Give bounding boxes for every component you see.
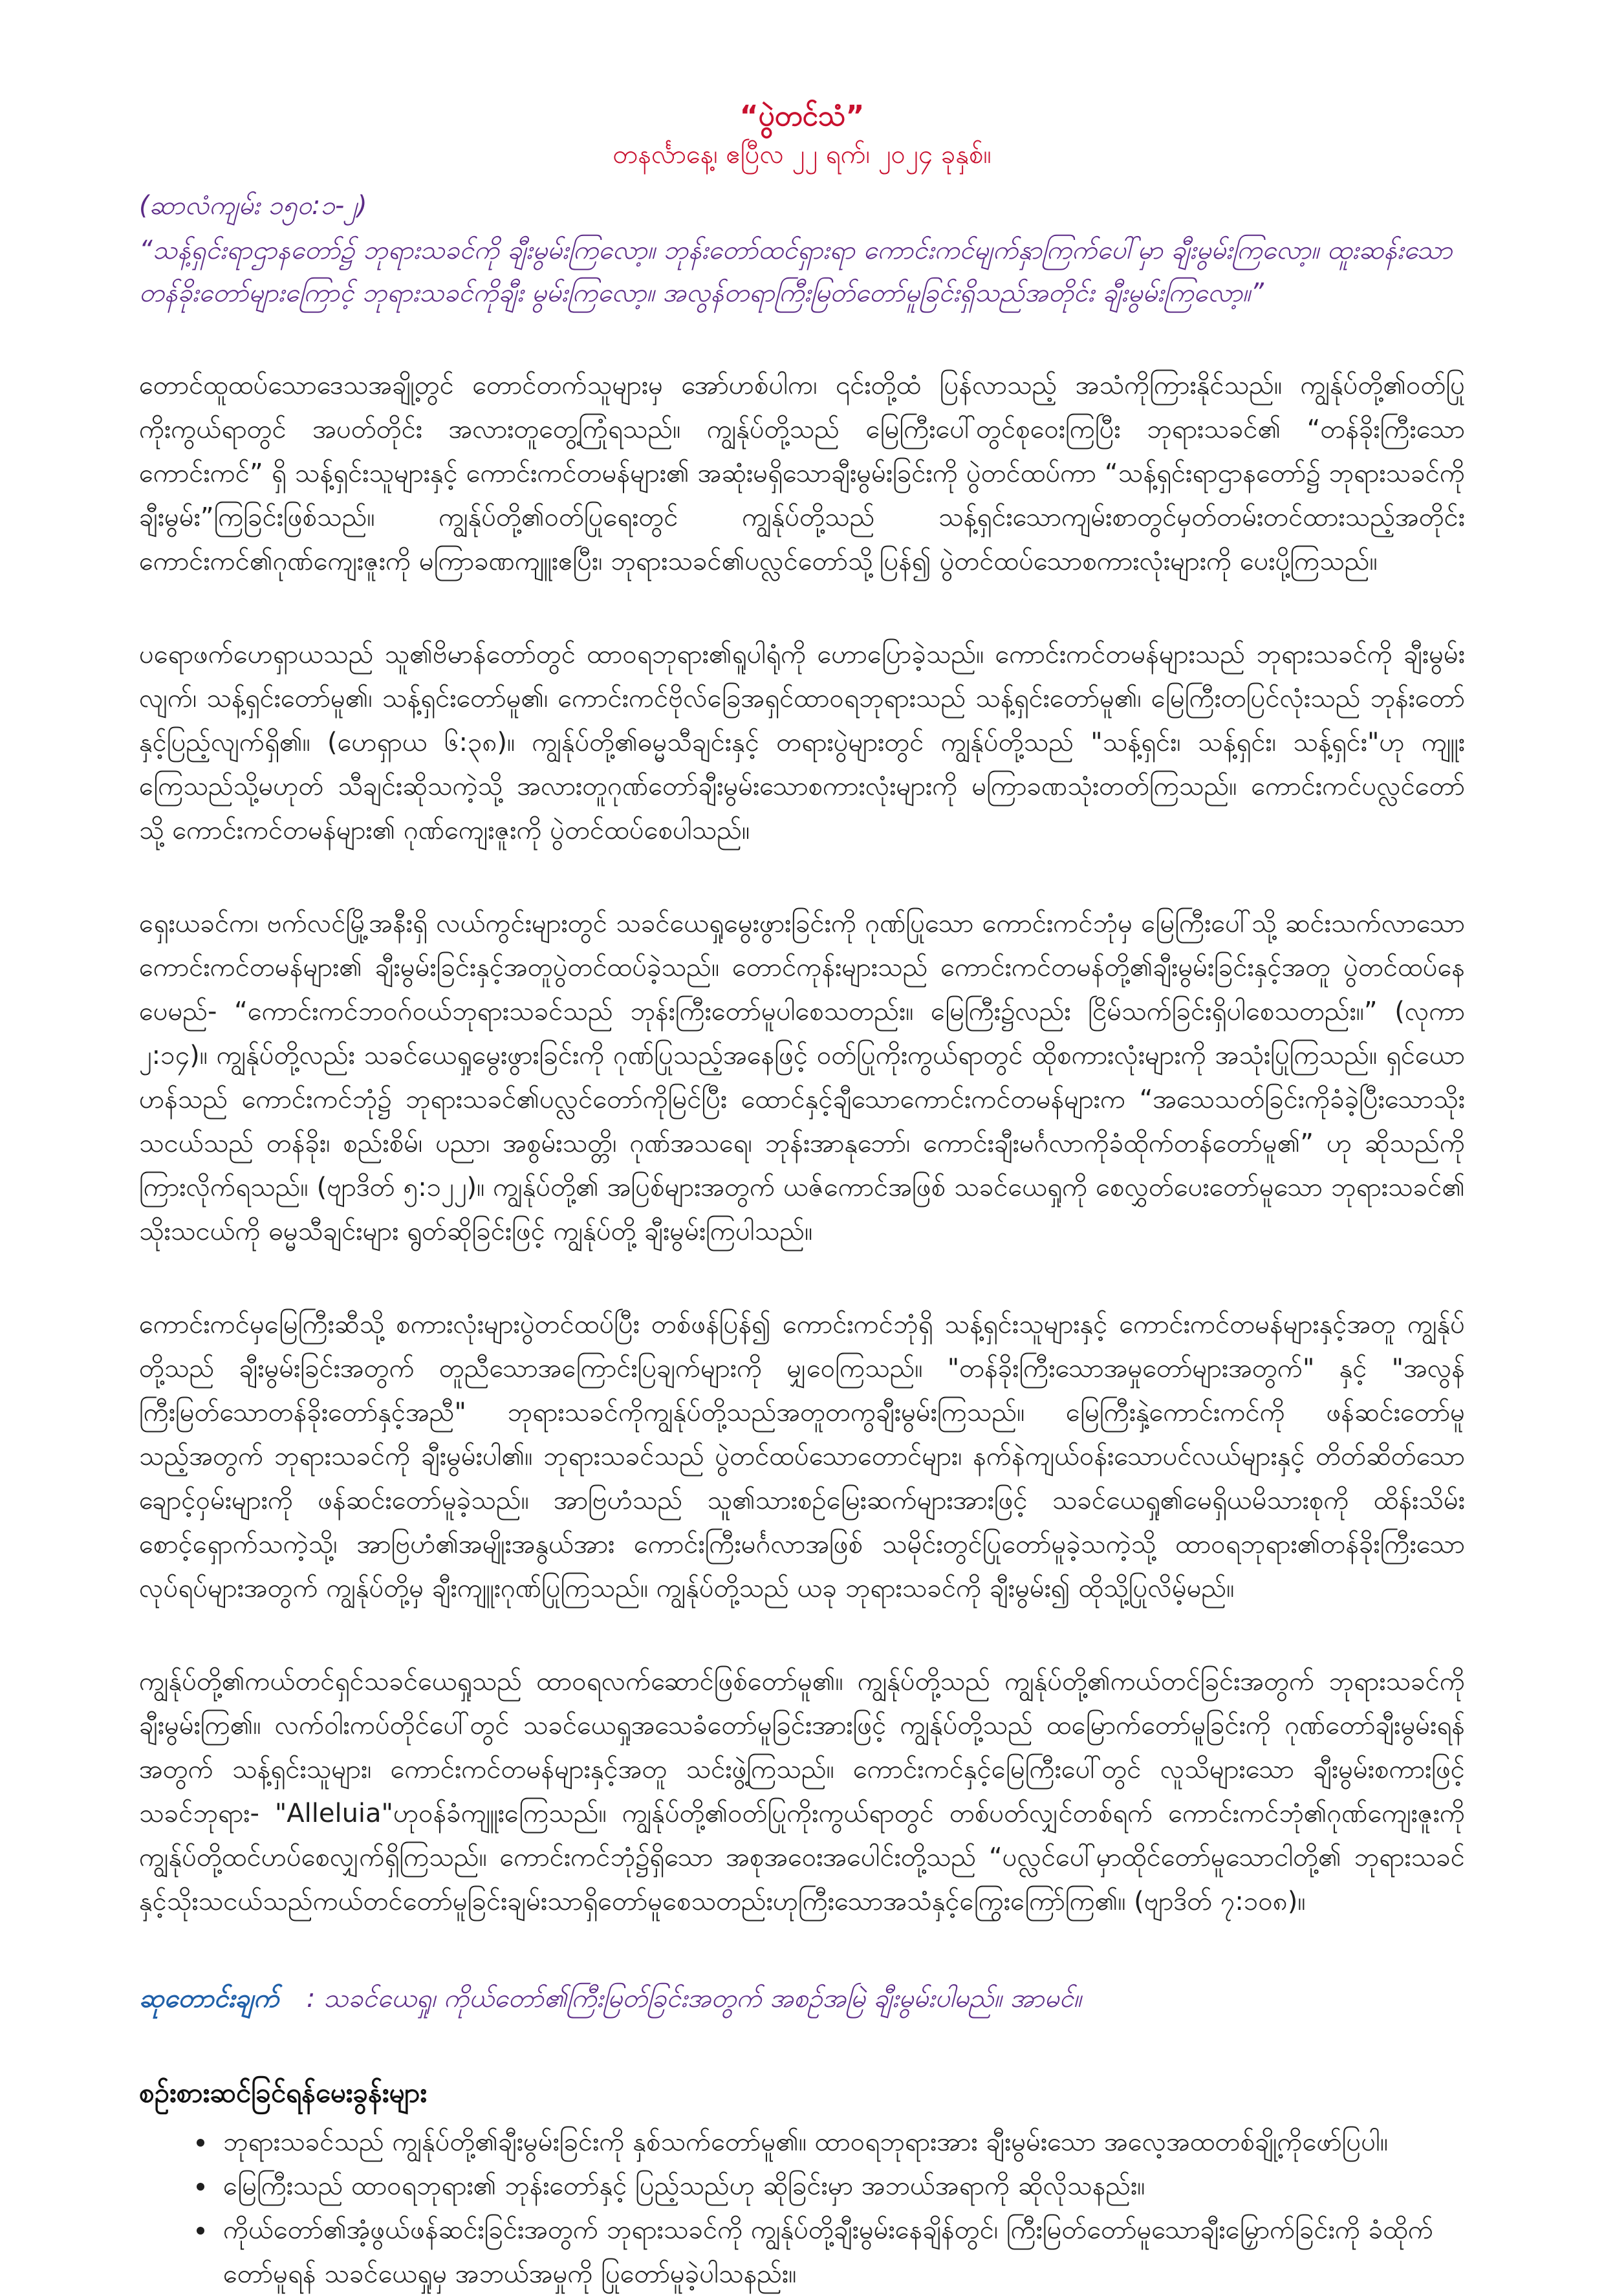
prayer <box>139 1978 1465 2019</box>
body-paragraph-2: ပရောဖက်ဟေရှာယသည် သူ၏ဗိမာန်တော်တွင် ထာဝရဘုရား၏ရူပါရုံကို ဟောပြောခဲ့သည်။ ကောင်းကင်တမန်များသည် ဘုရားသခင်ကို ချီးမွမ်းလျက်၊ သန့်ရှင်းတော်မူ၏၊ သန့်ရှင်းတော်မူ၏၊ ကောင်းကင်ဗိုလ်ခြေအရှင်ထာဝရဘုရားသည် သန့်ရှင်းတော်မူ၏၊ မြေကြီးတပြင်လုံးသည် ဘုန်းတော်နှင့်ပြည့်လျက်ရှိ၏။ (ဟေရှာယ ၆:၃၈)။ ကျွန်ုပ်တို့၏ဓမ္မသီချင်းနှင့် တရားပွဲများတွင် ကျွန်ုပ်တို့သည် "သန့်ရှင်း၊ သန့်ရှင်း၊ သန့်ရှင်း"ဟု ကျူးကြေသည်သို့မဟုတ် သီချင်းဆိုသကဲ့သို့ အလားတူဂုဏ်တော်ချီးမွမ်းသောစကားလုံးများကို မကြာခဏသုံးတတ်ကြသည်။ ကောင်းကင်ပလ္လင်တော်သို့ ကောင်းကင်တမန်များ၏ ဂုဏ်ကျေးဇူးကို ပွဲတင်ထပ်စေပါသည်။ <box>139 640 1465 845</box>
page-title: “ပွဲတင်သံ” <box>739 100 865 133</box>
list-item: • မြေကြီးသည် ထာဝရဘုရား၏ ဘုန်းတော်နှင့် ပြည့်သည်ဟု ဆိုခြင်းမှာ အဘယ်အရာကို ဆိုလိုသနည်း။ <box>217 2164 1465 2208</box>
body-paragraph-5: ကျွန်ုပ်တို့၏ကယ်တင်ရှင်သခင်ယေရှုသည် ထာဝရလက်ဆောင်ဖြစ်တော်မူ၏။ ကျွန်ုပ်တို့သည် ကျွန်ုပ်တို့၏ကယ်တင်ခြင်းအတွက် ဘုရားသခင်ကို ချီးမွမ်းကြ၏။ လက်ဝါးကပ်တိုင်ပေါ်တွင် သခင်ယေရှုအသေခံတော်မူခြင်းအားဖြင့် ကျွန်ုပ်တို့သည် ထမြောက်တော်မူခြင်းကို ဂုဏ်တော်ချီးမွမ်းရန်အတွက် သန့်ရှင်းသူများ၊ ကောင်းကင်တမန်များနှင့်အတူ သင်းဖွဲ့ကြသည်။ ကောင်းကင်နှင့်မြေကြီးပေါ်တွင် လူသိများသော ချီးမွမ်းစကားဖြင့် သခင်ဘုရား- "Alleluia"ဟုဝန်ခံကျူးကြေသည်။ ကျွန်ုပ်တို့၏ဝတ်ပြုကိုးကွယ်ရာတွင် တစ်ပတ်လျှင်တစ်ရက် ကောင်းကင်ဘုံ၏ဂုဏ်ကျေးဇူးကို ကျွန်ုပ်တို့ထင်ဟပ်စေလျှက်ရှိကြသည်။ ကောင်းကင်ဘုံ၌ရှိသော အစုအဝေးအပေါင်းတို့သည် “ပလ္လင်ပေါ်မှာထိုင်တော်မူသောငါတို့၏ ဘုရားသခင်နှင့်သိုးသငယ်သည်ကယ်တင်တော်မူခြင်းချမ်းသာရှိတော်မူစေသတည်းဟုကြီးသောအသံနှင့်ကြွေးကြော်ကြ၏။ (ဗျာဒိတ် ၇:၁၀၈)။ <box>139 1667 1465 1916</box>
body-paragraph-1: တောင်ထူထပ်သောဒေသအချို့တွင် တောင်တက်သူများမှ အော်ဟစ်ပါက၊ ၎င်းတို့ထံ ပြန်လာသည့် အသံကိုကြားနိုင်သည်။ ကျွန်ုပ်တို့၏ဝတ်ပြုကိုးကွယ်ရာတွင် အပတ်တိုင်း အလားတူတွေ့ကြုံရသည်။ ကျွန်ုပ်တို့သည် မြေကြီးပေါ်တွင်စုဝေးကြပြီး ဘုရားသခင်၏ “တန်ခိုးကြီးသောကောင်းကင်” ရှိ သန့်ရှင်းသူများနှင့် ကောင်းကင်တမန်များ၏ အဆုံးမရှိသောချီးမွမ်းခြင်းကို ပွဲတင်ထပ်ကာ “သန့်ရှင်းရာဌာနတော်၌ ဘုရားသခင်ကိုချီးမွမ်း”ကြခြင်းဖြစ်သည်။ ကျွန်ုပ်တို့၏ဝတ်ပြုရေးတွင် ကျွန်ုပ်တို့သည် သန့်ရှင်းသောကျမ်းစာတွင်မှတ်တမ်းတင်ထားသည့်အတိုင်း ကောင်းကင်၏ဂုဏ်ကျေးဇူးကို မကြာခဏကျူးဧပြီး၊ ဘုရားသခင်၏ပလ္လင်တော်သို့ပြန်၍ ပွဲတင်ထပ်သောစကားလုံးများကို ပေးပို့ကြသည်။ <box>139 371 1465 576</box>
reflection-title: စဉ်းစားဆင်ခြင်ရန်မေးခွန်းများ <box>139 2077 427 2108</box>
date-line: တနင်္လာနေ့၊ ဧပြီလ ၂၂ ရက်၊ ၂၀၂၄ ခုနှစ်။ <box>612 140 992 169</box>
body-paragraph-3: ရှေးယခင်က၊ ဗက်လင်မြို့အနီးရှိ လယ်ကွင်းများတွင် သခင်ယေရှုမွေးဖွားခြင်းကို ဂုဏ်ပြုသော ကောင်းကင်ဘုံမှ မြေကြီးပေါ်သို့ ဆင်းသက်လာသောကောင်းကင်တမန်များ၏ ချီးမွမ်းခြင်းနှင့်အတူပွဲတင်ထပ်ခဲ့သည်။ တောင်ကုန်းများသည် ကောင်းကင်တမန်တို့၏ချီးမွမ်းခြင်းနှင့်အတူ ပွဲတင်ထပ်နေပေမည်- “ကောင်းကင်ဘဝဂ်ဝယ်ဘုရားသခင်သည် ဘုန်းကြီးတော်မူပါစေသတည်း။ မြေကြီး၌လည်း ငြိမ်သက်ခြင်းရှိပါစေသတည်း။” (လုကာ ၂:၁၄)။ ကျွန်ုပ်တို့လည်း သခင်ယေရှုမွေးဖွားခြင်းကို ဂုဏ်ပြုသည့်အနေဖြင့် ဝတ်ပြုကိုးကွယ်ရာတွင် ထိုစကားလုံးများကို အသုံးပြုကြသည်။ ရှင်ယောဟန်သည် ကောင်းကင်ဘုံ၌ ဘုရားသခင်၏ပလ္လင်တော်ကိုမြင်ပြီး ထောင်နှင့်ချီသောကောင်းကင်တမန်များက “အသေသတ်ခြင်းကိုခံခဲ့ပြီးသောသိုးသငယ်သည် တန်ခိုး၊ စည်းစိမ်၊ ပညာ၊ အစွမ်းသတ္တိ၊ ဂုဏ်အသရေ၊ ဘုန်းအာနုဘော်၊ ကောင်းချီးမင်္ဂလာကိုခံထိုက်တန်တော်မူ၏” ဟု ဆိုသည်ကိုကြားလိုက်ရသည်။ (ဗျာဒိတ် ၅:၁၂၂)။ ကျွန်ုပ်တို့၏ အပြစ်များအတွက် ယဇ်ကောင်အဖြစ် သခင်ယေရှုကို စေလွှတ်ပေးတော်မူသော ဘုရားသခင်၏ သိုးသငယ်ကို ဓမ္မသီချင်းများ ရွတ်ဆိုခြင်းဖြင့် ကျွန်ုပ်တို့ ချီးမွမ်းကြပါသည်။ <box>139 909 1465 1246</box>
reflection-list <box>139 2120 1465 2296</box>
scripture-reference: (ဆာလံကျမ်း ၁၅၀:၁-၂) <box>139 191 367 221</box>
body-paragraph-4: ကောင်းကင်မှမြေကြီးဆီသို့ စကားလုံးများပွဲတင်ထပ်ပြီး တစ်ဖန်ပြန်၍ ကောင်းကင်ဘုံရှိ သန့်ရှင်းသူများနှင့် ကောင်းကင်တမန်များနှင့်အတူ ကျွန်ုပ်တို့သည် ချီးမွမ်းခြင်းအတွက် တူညီသောအကြောင်းပြချက်များကို မျှဝေကြသည်။ "တန်ခိုးကြီးသောအမှုတော်များအတွက်" နှင့် "အလွန်ကြီးမြတ်သောတန်ခိုးတော်နှင့်အညီ" ဘုရားသခင်ကိုကျွန်ုပ်တို့သည်အတူတကွချီးမွမ်းကြသည်။ မြေကြီးနှဲ့ကောင်းကင်ကို ဖန်ဆင်းတော်မူသည့်အတွက် ဘုရားသခင်ကို ချီးမွမ်းပါ၏။ ဘုရားသခင်သည် ပွဲတင်ထပ်သောတောင်များ၊ နက်နဲကျယ်ဝန်းသောပင်လယ်များနှင့် တိတ်ဆိတ်သောချောင့်ဝှမ်းများကို ဖန်ဆင်းတော်မူခဲ့သည်။ အာဗြဟံသည် သူ၏သားစဉ်မြေးဆက်များအားဖြင့် သခင်ယေရှု၏မေရှိယမိသားစုကို ထိန်းသိမ်းစောင့်ရှောက်သကဲ့သို့၊ အာဗြဟံ၏အမျိုးအနွယ်အား ကောင်းကြီးမင်္ဂလာအဖြစ် သမိုင်းတွင်ပြုတော်မူခဲ့သကဲ့သို့ ထာဝရဘုရား၏တန်ခိုးကြီးသော လုပ်ရပ်များအတွက် ကျွန်ုပ်တို့မှ ချီးကျူးဂုဏ်ပြုကြသည်။ ကျွန်ုပ်တို့သည် ယခု ဘုရားသခင်ကို ချီးမွမ်း၍ ထိုသို့ပြုလိမ့်မည်။ <box>139 1310 1465 1603</box>
prayer-label: ဆုတောင်းချက် <box>139 1984 279 2013</box>
scripture-text: “သန့်ရှင်းရာဌာနတော်၌ ဘုရားသခင်ကို ချီးမွမ်းကြလော့။ ဘုန်းတော်ထင်ရှားရာ ကောင်းကင်မျက်နှာကြက်ပေါ်မှာ ချီးမွမ်းကြလော့။ ထူးဆန်းသောတန်ခိုးတော်များကြောင့် ဘုရားသခင်ကိုချီး မွမ်းကြလော့။ အလွန်တရာကြီးမြတ်တော်မူခြင်းရှိသည်အတိုင်း ချီးမွမ်းကြလော့။” <box>139 235 1453 308</box>
prayer-text: : သခင်ယေရှု၊ ကိုယ်တော်၏ကြီးမြတ်ခြင်းအတွက် အစဉ်အမြဲ ချီးမွမ်းပါမည်။ အာမင်။ <box>306 1984 1081 2013</box>
list-item: • ဘုရားသခင်သည် ကျွန်ုပ်တို့၏ချီးမွမ်းခြင်းကို နှစ်သက်တော်မူ၏။ ထာဝရဘုရားအား ချီးမွမ်းသော အလေ့အထတစ်ချို့ကိုဖော်ပြပါ။ <box>217 2120 1465 2164</box>
list-item: • ကိုယ်တော်၏အံ့ဖွယ်ဖန်ဆင်းခြင်းအတွက် ဘုရားသခင်ကို ကျွန်ုပ်တို့ချီးမွမ်းနေချိန်တွင်၊ ကြီးမြတ်တော်မူသောချီးမြှောက်ခြင်းကို ခံထိုက်တော်မူရန် သခင်ယေရှုမှ အဘယ်အမှုကို ပြုတော်မူခဲ့ပါသနည်း။ <box>217 2208 1465 2296</box>
